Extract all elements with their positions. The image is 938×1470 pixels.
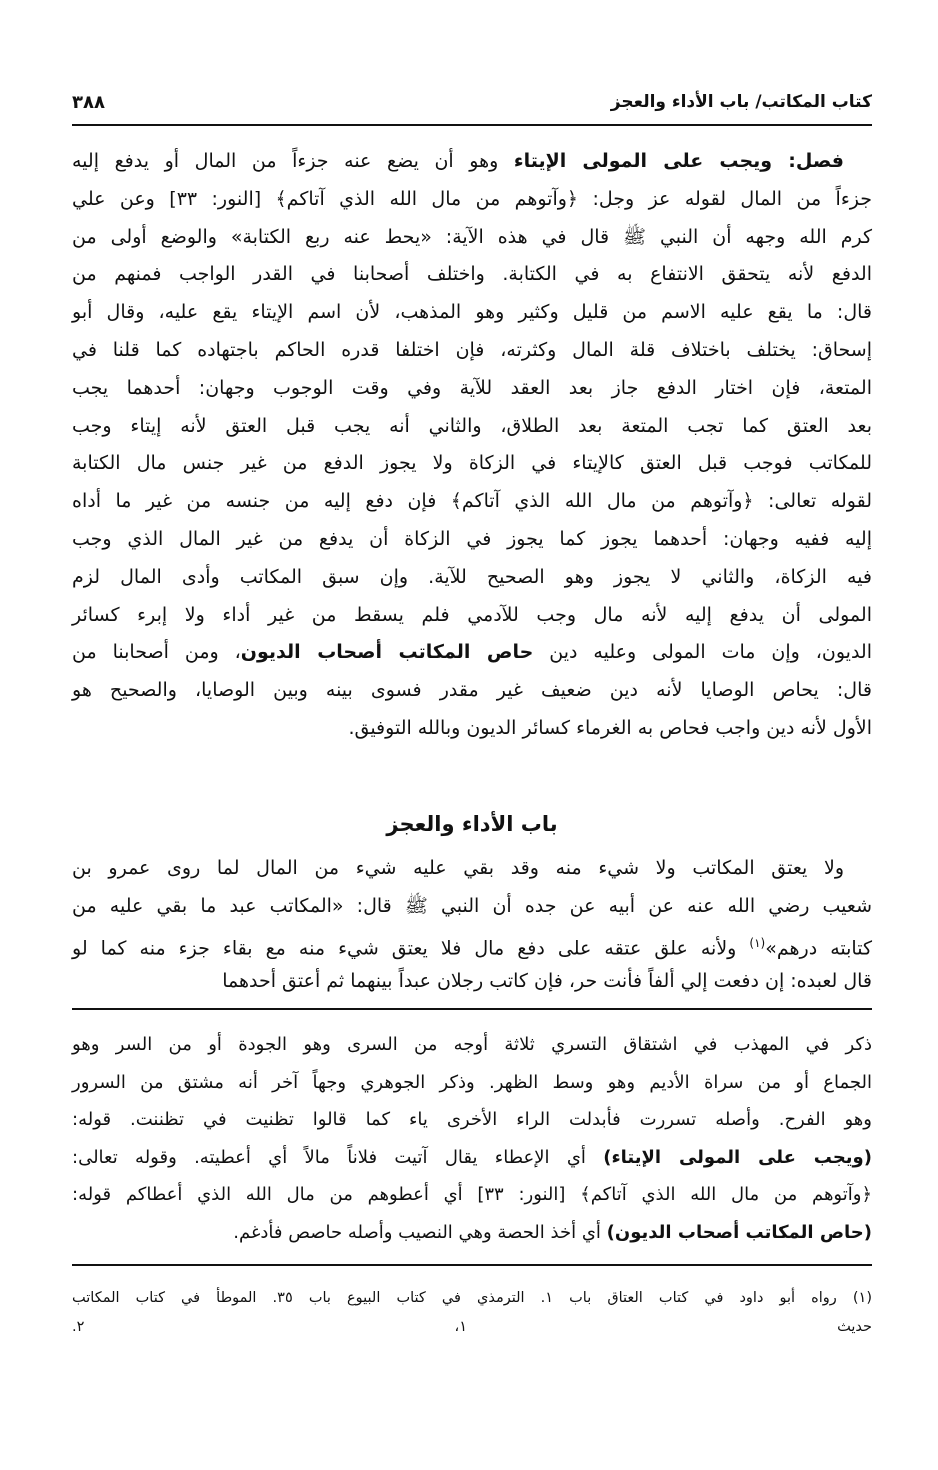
text-run: ذكر في المهذب في اشتقاق التسري ثلاثة أوجه من السرى وهو الجودة أو من السر وهو: [72, 1034, 872, 1055]
text-run: ، ومن أصحابنا من: [72, 641, 241, 664]
bold-term: (حاص المكاتب أصحاب الديون): [606, 1221, 872, 1243]
text-run: جزءاً من المال لقوله عز وجل: ﴿وآتوهم من مال الله الذي آتاكم﴾ [النور: ٣٣] وعن علي: [72, 187, 872, 210]
text-run: الجماع أو من سراة الأديم وهو وسط الظهر. وذكر الجوهري وجهاً آخر أنه مشتق من السرور: [72, 1071, 872, 1093]
text-run: الدفع لأنه يتحقق الانتفاع به في الكتابة. واختلف أصحابنا في القدر الواجب فمنهم من: [72, 263, 872, 286]
commentary-rule: [72, 1008, 872, 1010]
text-run: أي الإعطاء يقال آتيت فلاناً مالاً أي أعطيته. وقوله تعالى:: [72, 1146, 604, 1168]
text-run: الأول لأنه دين واجب فحاص به الغرماء كسائر الديون وبالله التوفيق.: [348, 716, 872, 739]
text-run: ﴿وآتوهم من مال الله الذي آتاكم﴾ [النور: ٣٣] أي أعطوهم من مال الله الذي أعطاكم قوله:: [72, 1184, 872, 1205]
text-run: المتعة، فإن اختار الدفع جاز بعد العقد للآية وفي وقت الوجوب وجهان: أحدهما يجب: [72, 376, 872, 399]
text-run: ولأنه علق عتقه على دفع مال فلا يعتق شيء منه مع بقاء جزء منه كما لو: [72, 937, 750, 960]
text-line: [72, 672, 872, 710]
main-paragraph: [72, 143, 872, 748]
text-run: (١) رواه أبو داود في كتاب العتاق باب ١. الترمذي في كتاب البيوع باب ٣٥. الموطأ في كتاب المكاتب: [72, 1290, 873, 1306]
text-line: [72, 888, 872, 926]
text-line: [72, 634, 872, 672]
text-line: [72, 445, 872, 483]
section-paragraph: [72, 850, 872, 1000]
text-run: قال: ما يقع عليه الاسم من قليل وكثير وهو المذهب، لأن اسم الإيتاء يقع عليه، وقال أبو: [72, 301, 872, 324]
text-line: [72, 332, 872, 370]
text-line: [72, 408, 872, 446]
footnotes: [72, 1284, 872, 1342]
text-line: [72, 1101, 872, 1139]
text-line: [72, 370, 872, 408]
text-line: [72, 925, 872, 963]
text-run: إليه ففيه وجهان: أحدهما يجوز كما يجوز في الزكاة أن يدفع من غير المال الذي وجب: [72, 527, 872, 550]
text-run: للمكاتب فوجب قبل العتق كالإيتاء في الزكاة ولا يجوز الدفع من غير جنس مال الكتابة: [72, 452, 872, 475]
bold-term: فصل: ويجب على المولى الإيتاء: [513, 150, 844, 172]
text-run: المولى أن يدفع إليه لأنه مال وجب للآدمي فلم يسقط من غير أداء ولا إبرء كسائر: [72, 603, 872, 626]
text-run: ولا يعتق المكاتب ولا شيء منه وقد بقي عليه شيء من المال لما روى عمرو بن: [72, 857, 844, 879]
text-line: [72, 521, 872, 559]
text-line: [72, 483, 872, 521]
text-line: [72, 219, 872, 257]
text-line: [72, 1176, 872, 1214]
text-line: [72, 597, 872, 635]
header-rule: [72, 124, 872, 126]
running-header: [72, 92, 872, 122]
text-line: [72, 181, 872, 219]
text-run: وهو الفرح. وأصله تسررت فأبدلت الراء الأخرى ياء كما قالوا تظنيت في تظننت. قوله:: [72, 1109, 872, 1130]
text-line: [72, 1214, 872, 1252]
text-line: [72, 294, 872, 332]
text-run: أي أخذ الحصة وهي النصيب وأصله حاصص فأدغم.: [233, 1221, 607, 1243]
running-title: كتاب المكاتب/ باب الأداء والعجز: [610, 92, 872, 112]
section-heading: باب الأداء والعجز: [386, 812, 558, 836]
text-run: وهو أن يضع عنه جزءاً من المال أو يدفع إليه: [72, 150, 514, 172]
text-line: [72, 143, 872, 181]
text-run: حديث ١، ٢.: [72, 1319, 872, 1335]
text-line: [72, 710, 872, 748]
text-line: [72, 1064, 872, 1102]
text-run: كرم الله وجهه أن النبي ﷺ قال في هذه الآية: «يحط عنه ربع الكتابة» والوضع أولى من: [72, 225, 872, 248]
text-line: [72, 1313, 872, 1342]
text-run: الديون، وإن مات المولى وعليه دين: [533, 641, 872, 664]
bold-term: (ويجب على المولى الإيتاء): [603, 1146, 872, 1168]
text-run: فيه الزكاة، والثاني لا يجوز وهو الصحيح للآية. وإن سبق المكاتب وأدى المال لزم: [72, 565, 872, 588]
text-line: [72, 1284, 872, 1313]
commentary: [72, 1026, 872, 1251]
text-line: [72, 1139, 872, 1177]
text-run: قال لعبده: إن دفعت إلي ألفاً فأنت حر، فإن كاتب رجلان عبداً بينهما ثم أعتق أحدهما: [222, 969, 872, 992]
text-line: [72, 963, 872, 1001]
footnote-ref: (١): [749, 936, 766, 950]
text-run: كتابته درهم»: [765, 937, 872, 960]
text-line: [72, 1026, 872, 1064]
bold-term: حاص المكاتب أصحاب الديون: [240, 641, 534, 664]
text-run: إسحاق: يختلف باختلاف قلة المال وكثرته، فإن اختلفا قدره الحاكم باجتهاده كما قلنا في: [72, 338, 872, 361]
footnote-rule: [72, 1264, 872, 1266]
page-number: ٣٨٨: [72, 92, 105, 113]
text-line: [72, 256, 872, 294]
text-line: [72, 850, 872, 888]
text-run: بعد العتق كما تجب المتعة بعد الطلاق، والثاني أنه يجب قبل العتق لأنه إيتاء وجب: [72, 414, 872, 437]
text-run: لقوله تعالى: ﴿وآتوهم من مال الله الذي آتاكم﴾ فإن دفع إليه من جنسه من غير ما أداه: [72, 490, 872, 513]
text-line: [72, 559, 872, 597]
text-run: شعيب رضي الله عنه عن أبيه عن جده أن النبي ﷺ قال: «المكاتب عبد ما بقي عليه من: [72, 894, 872, 917]
text-run: قال: يحاص الوصايا لأنه دين ضعيف غير مقدر فسوى بينه وبين الوصايا، والصحيح هو: [72, 679, 872, 702]
